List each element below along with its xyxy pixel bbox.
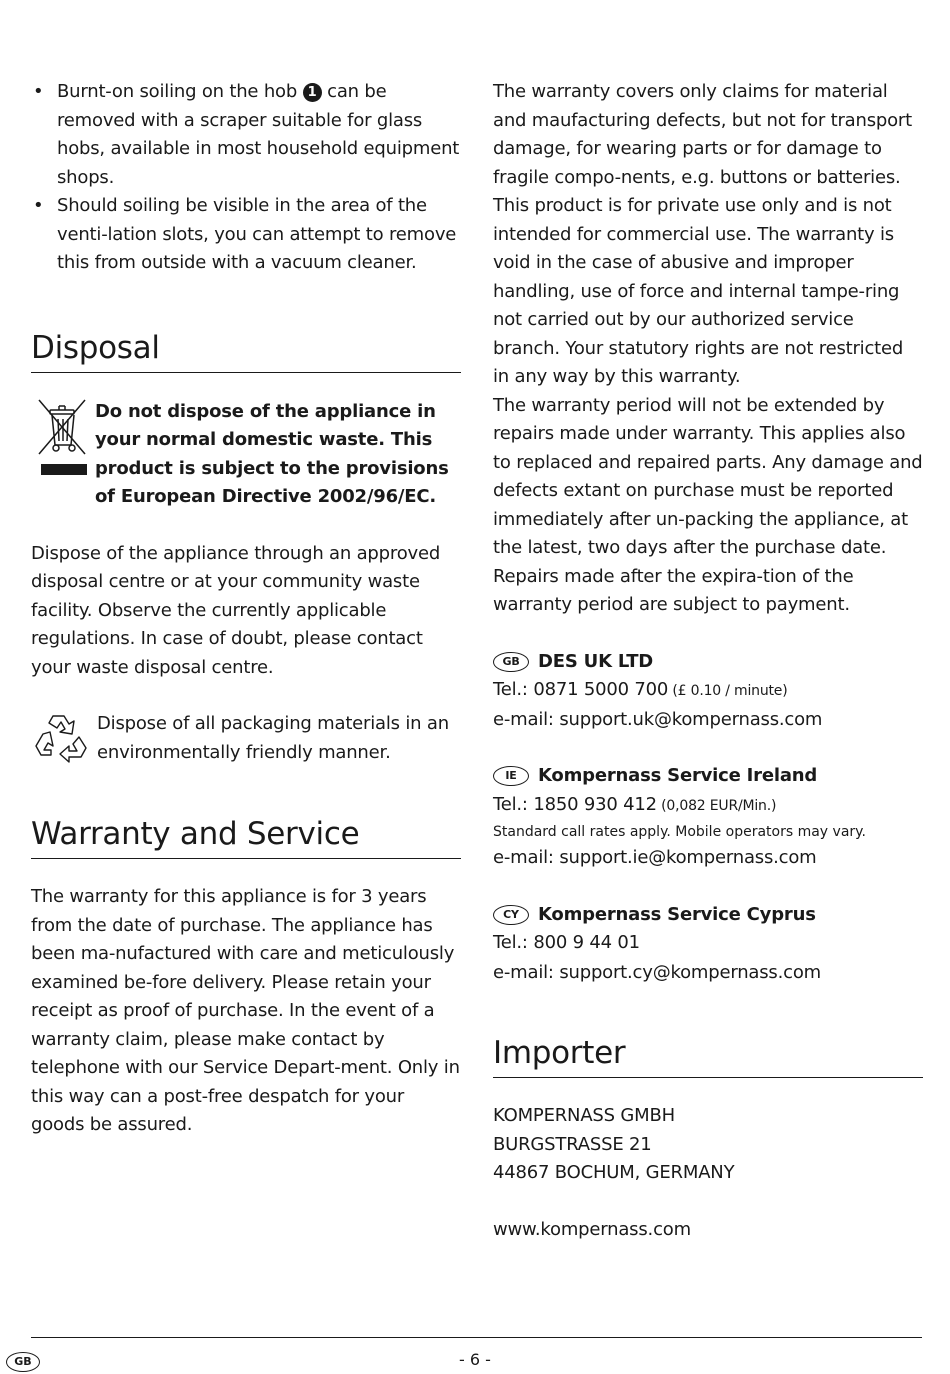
- contact-phone: Tel.: 1850 930 412 (0,082 EUR/Min.): [493, 793, 777, 815]
- contact-name: IE Kompernass Service Ireland: [493, 762, 923, 791]
- right-column: [493, 78, 923, 1244]
- gb-flag-icon: GB: [6, 1352, 40, 1372]
- warranty-coverage-paragraph: The warranty covers only claims for material and maufacturing defects, but not for transport damage, for wearing parts or for damage to fragile compo-nents, e.g. buttons or batteries. This product is for private use only and is not intended for commercial use. The warranty is void in the case of abusive and improper handling, use of force and internal tampe-ring not carried out by our authorized service branch. Your statutory rights are not restricted in any way by this warranty.: [493, 81, 912, 387]
- call-rates-note: Standard call rates apply. Mobile operators may vary.: [493, 824, 866, 840]
- list-item: • Burnt-on soiling on the hob 1 can be removed with a scraper suitable for glass hobs, available in most household equipment shops.: [31, 78, 461, 192]
- contact-uk: [493, 648, 923, 735]
- packaging-note: [31, 710, 461, 772]
- contact-ireland: [493, 762, 923, 873]
- page-number: - 6 -: [459, 1350, 491, 1369]
- cleaning-bullet-list: [31, 78, 461, 278]
- ie-flag-icon: IE: [493, 766, 529, 786]
- contact-email: e-mail: support.ie@kompernass.com: [493, 847, 817, 868]
- disposal-heading: Disposal: [31, 328, 461, 373]
- disposal-notice: [31, 398, 461, 512]
- contact-email: e-mail: support.cy@kompernass.com: [493, 961, 821, 983]
- disposal-warning-text: Do not dispose of the appliance in your normal domestic waste. This product is subject to the provisions of European Directive 2002/96/EC.: [95, 400, 449, 507]
- recycling-icon: [31, 710, 97, 772]
- contact-phone: Tel.: 0871 5000 700 (£ 0.10 / minute): [493, 679, 788, 700]
- warranty-heading: Warranty and Service: [31, 814, 461, 859]
- address-line: KOMPERNASS GMBH: [493, 1105, 675, 1126]
- importer-heading: Importer: [493, 1033, 923, 1078]
- left-column: [31, 78, 461, 1140]
- contact-email: e-mail: support.uk@kompernass.com: [493, 708, 823, 730]
- website-link[interactable]: www.kompernass.com: [493, 1218, 691, 1240]
- crossed-out-wheelie-bin-icon: [31, 398, 95, 484]
- address-line: 44867 BOCHUM, GERMANY: [493, 1162, 735, 1183]
- contact-cyprus: [493, 901, 923, 988]
- packaging-note-text: Dispose of all packaging materials in an environmentally friendly manner.: [97, 713, 449, 763]
- cy-flag-icon: CY: [493, 905, 529, 925]
- list-item: • Should soiling be visible in the area of the venti-lation slots, you can attempt to remove this from outside with a vacuum cleaner.: [31, 192, 461, 278]
- footer-divider: [31, 1337, 922, 1338]
- address-line: BURGSTRASSE 21: [493, 1133, 652, 1155]
- contact-phone: Tel.: 800 9 44 01: [493, 932, 640, 953]
- warranty-period-paragraph: The warranty period will not be extended by repairs made under warranty. This applies also to replaced and repaired parts. Any damage and defects extant on purchase must be reported immediately after un-packing the appliance, at the latest, two days after the purchase date. Repairs made after the expira-tion of the warranty period are subject to payment.: [493, 394, 923, 615]
- contact-name: GB DES UK LTD: [493, 648, 923, 677]
- importer-address: [493, 1102, 923, 1188]
- gb-flag-icon: GB: [493, 652, 529, 672]
- contact-name: CY Kompernass Service Cyprus: [493, 901, 923, 930]
- disposal-paragraph: Dispose of the appliance through an approved disposal centre or at your community waste facility. Observe the currently applicable regulations. In case of doubt, please contact your waste disposal centre.: [31, 542, 441, 678]
- warranty-paragraph: The warranty for this appliance is for 3 years from the date of purchase. The appliance has been ma-nufactured with care and meticulously examined be-fore delivery. Please retain your receipt as proof of purchase. In the event of a warranty claim, please make contact by telephone with our Service Depart-ment. Only in this way can a post-free despatch for your goods be assured.: [31, 886, 460, 1135]
- part-number-badge: 1: [303, 83, 322, 102]
